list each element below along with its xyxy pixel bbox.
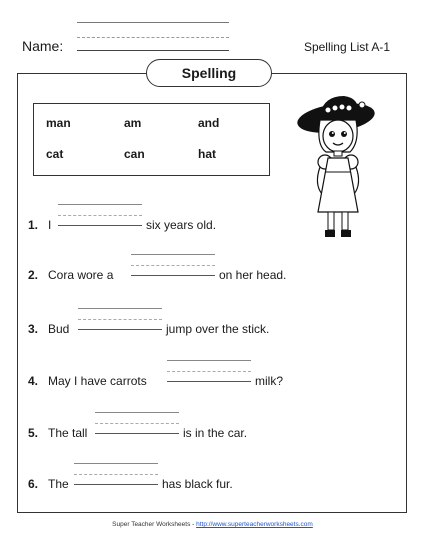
answer-blank[interactable] — [95, 412, 179, 434]
answer-blank[interactable] — [74, 463, 158, 485]
sentence-text-before: I — [48, 218, 52, 232]
sentence-text-before: The tall — [48, 426, 88, 440]
name-line-top — [77, 22, 229, 23]
writing-guide-line — [58, 225, 142, 226]
word-bank — [33, 103, 270, 176]
sentence-text-after: jump over the stick. — [166, 322, 270, 336]
name-line-dash — [77, 37, 229, 38]
writing-guide-line — [58, 204, 142, 205]
word-bank-word: and — [198, 116, 220, 130]
sentence-number: 3. — [28, 322, 39, 336]
writing-guide-line — [131, 254, 215, 255]
writing-guide-line — [95, 423, 179, 424]
writing-guide-line — [131, 265, 215, 266]
girl-with-hat-icon — [292, 90, 376, 250]
word-bank-word: hat — [198, 147, 216, 161]
writing-guide-line — [58, 215, 142, 216]
name-input-line[interactable] — [77, 50, 229, 51]
sentence-text-before: Bud — [48, 322, 70, 336]
sentence-number: 4. — [28, 374, 39, 388]
sentence-text-after: is in the car. — [183, 426, 248, 440]
sentence-number: 6. — [28, 477, 39, 491]
sentence-number: 2. — [28, 268, 39, 282]
sentence-text-after: on her head. — [219, 268, 287, 282]
sentence-text-after: six years old. — [146, 218, 217, 232]
worksheet-title: Spelling — [146, 59, 272, 87]
sentence-text-after: milk? — [255, 374, 284, 388]
writing-guide-line — [95, 412, 179, 413]
footer-separator: - — [192, 521, 195, 528]
sentence-number: 1. — [28, 218, 39, 232]
writing-guide-line — [167, 360, 251, 361]
sentence-text-before: The — [48, 477, 69, 491]
writing-guide-line — [167, 371, 251, 372]
footer-site-name: Super Teacher Worksheets — [112, 521, 191, 528]
word-bank-word: cat — [46, 147, 64, 161]
writing-guide-line — [78, 308, 162, 309]
answer-blank[interactable] — [78, 308, 162, 330]
footer-url-link[interactable]: http://www.superteacherworksheets.com — [196, 521, 313, 528]
writing-guide-line — [131, 275, 215, 276]
writing-guide-line — [74, 484, 158, 485]
writing-guide-line — [95, 433, 179, 434]
writing-guide-line — [74, 463, 158, 464]
sentence-text-before: May I have carrots — [48, 374, 147, 388]
sentence-text-before: Cora wore a — [48, 268, 114, 282]
answer-blank[interactable] — [167, 360, 251, 382]
word-bank-word: man — [46, 116, 71, 130]
writing-guide-line — [74, 474, 158, 475]
spelling-list-label: Spelling List A-1 — [303, 40, 390, 54]
writing-guide-line — [167, 381, 251, 382]
sentence-text-after: has black fur. — [162, 477, 233, 491]
answer-blank[interactable] — [131, 254, 215, 276]
answer-blank[interactable] — [58, 204, 142, 226]
writing-guide-line — [78, 329, 162, 330]
footer — [0, 521, 425, 528]
writing-guide-line — [78, 319, 162, 320]
name-label: Name: — [22, 38, 64, 54]
word-bank-word: am — [124, 116, 142, 130]
word-bank-word: can — [124, 147, 145, 161]
sentence-number: 5. — [28, 426, 39, 440]
